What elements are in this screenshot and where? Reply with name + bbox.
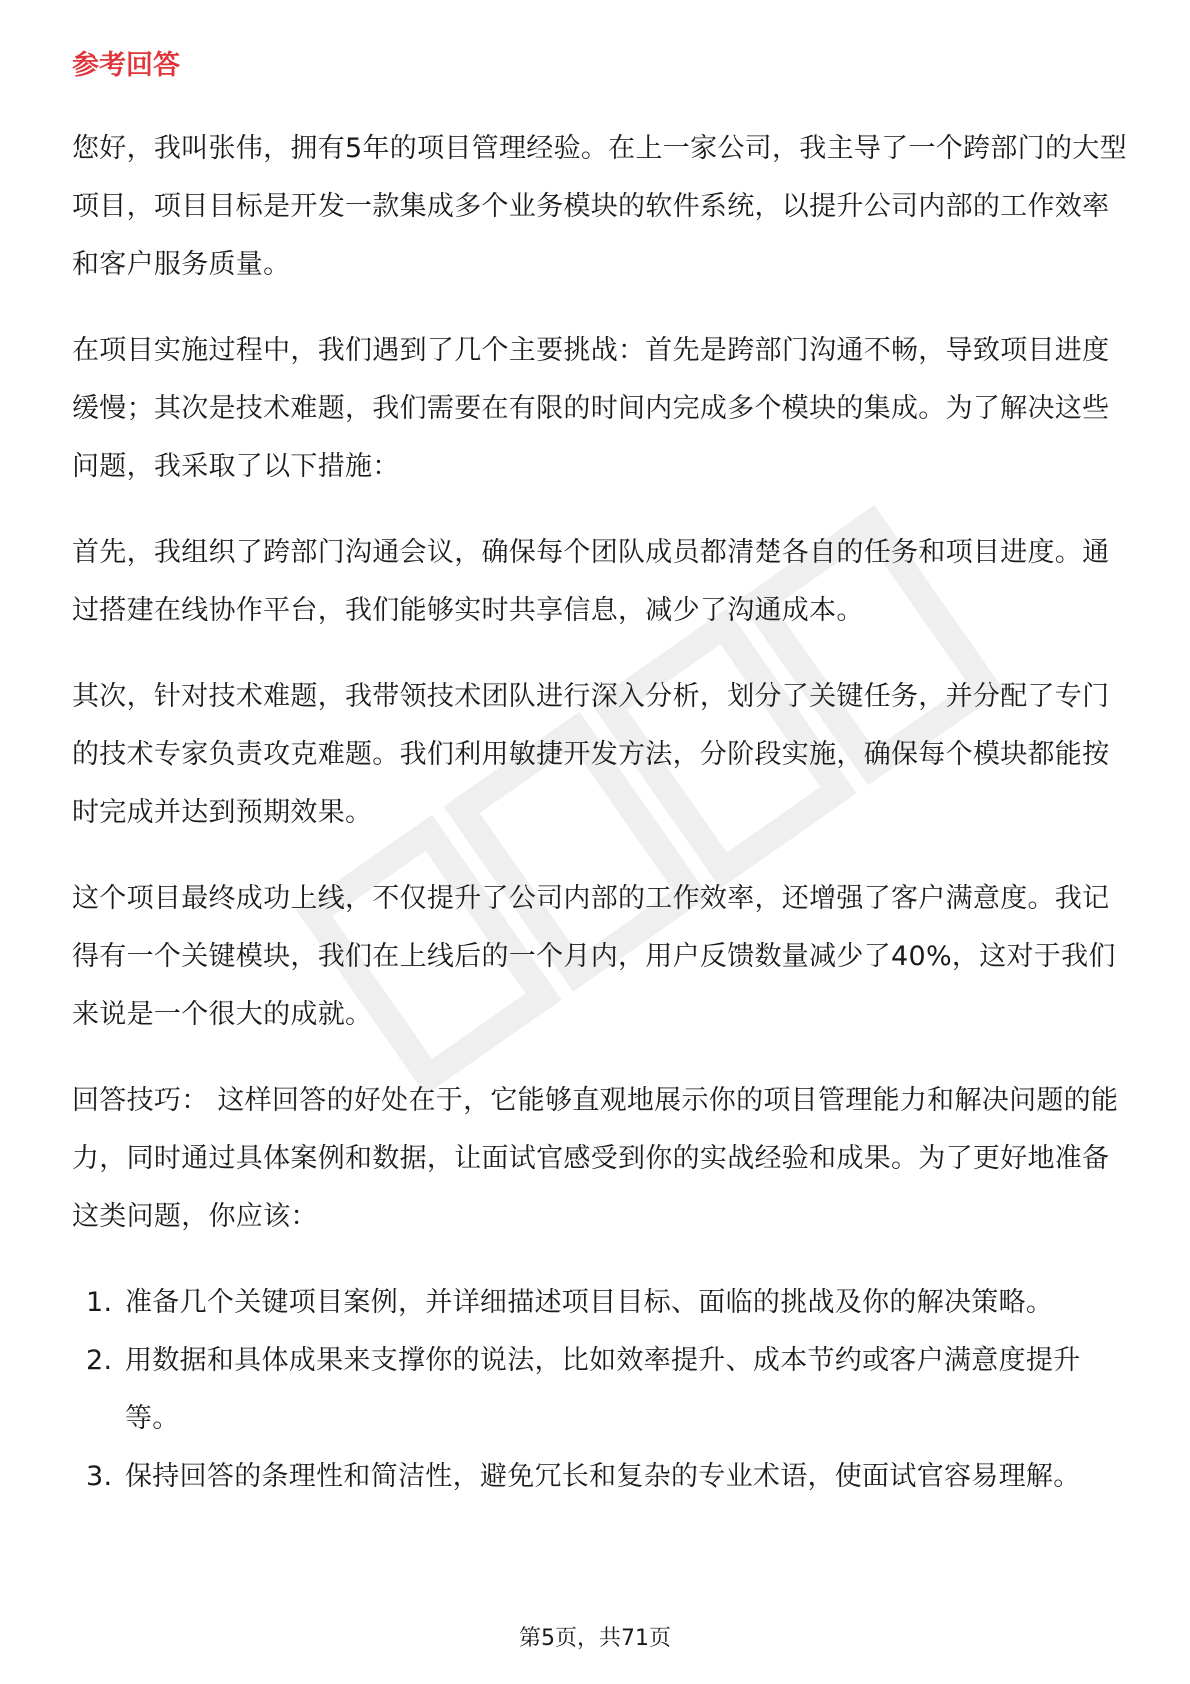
paragraph-intro: 您好，我叫张伟，拥有5年的项目管理经验。在上一家公司，我主导了一个跨部门的大型项目，项目目标是开发一款集成多个业务模块的软件系统，以提升公司内部的工作效率和客户服务质量。 xyxy=(72,133,1127,280)
list-item xyxy=(72,1332,1132,1448)
list-item xyxy=(72,1448,1132,1506)
paragraph-first-measure: 首先，我组织了跨部门沟通会议，确保每个团队成员都清楚各自的任务和项目进度。通过搭建在线协作平台，我们能够实时共享信息，减少了沟通成本。 xyxy=(72,537,1110,626)
list-item-number: 1. xyxy=(86,1287,113,1318)
list-item-text: 用数据和具体成果来支撑你的说法，比如效率提升、成本节约或客户满意度提升等。 xyxy=(125,1345,1081,1434)
paragraph-second-measure: 其次，针对技术难题，我带领技术团队进行深入分析，划分了关键任务，并分配了专门的技术专家负责攻克难题。我们利用敏捷开发方法，分阶段实施，确保每个模块都能按时完成并达到预期效果。 xyxy=(72,681,1110,828)
list-item xyxy=(72,1274,1132,1332)
paragraph-challenges: 在项目实施过程中，我们遇到了几个主要挑战：首先是跨部门沟通不畅，导致项目进度缓慢；其次是技术难题，我们需要在有限的时间内完成多个模块的集成。为了解决这些问题，我采取了以下措施： xyxy=(72,335,1110,482)
page-number-footer: 第5页，共71页 xyxy=(519,1626,671,1651)
list-item-number: 2. xyxy=(86,1345,113,1376)
tips-list xyxy=(72,1274,1132,1506)
list-item-text: 准备几个关键项目案例，并详细描述项目目标、面临的挑战及你的解决策略。 xyxy=(125,1287,1054,1318)
paragraph-result: 这个项目最终成功上线，不仅提升了公司内部的工作效率，还增强了客户满意度。我记得有一个关键模块，我们在上线后的一个月内，用户反馈数量减少了40%，这对于我们来说是一个很大的成就。 xyxy=(72,883,1116,1030)
list-item-number: 3. xyxy=(86,1461,113,1492)
document-page xyxy=(72,48,1132,1506)
section-title: 参考回答 xyxy=(72,50,180,81)
paragraph-answer-tips: 回答技巧： 这样回答的好处在于，它能够直观地展示你的项目管理能力和解决问题的能力，同时通过具体案例和数据，让面试官感受到你的实战经验和成果。为了更好地准备这类问题，你应该： xyxy=(72,1085,1119,1232)
list-item-text: 保持回答的条理性和简洁性，避免冗长和复杂的专业术语，使面试官容易理解。 xyxy=(125,1461,1081,1492)
